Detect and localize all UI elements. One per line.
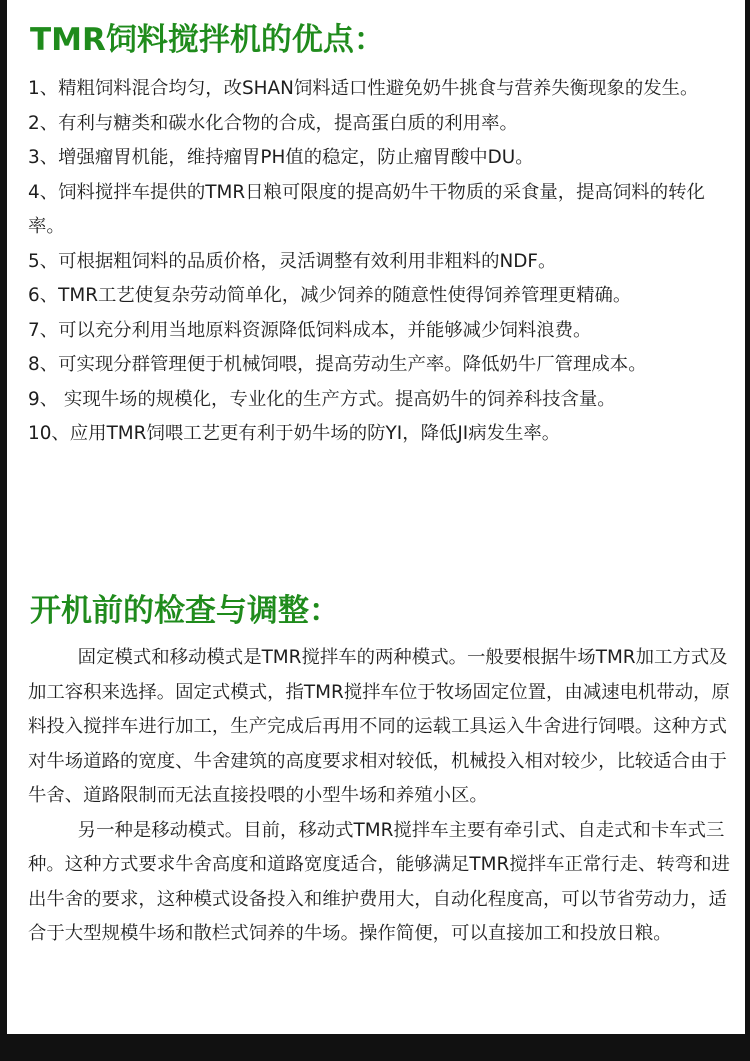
advantage-item-2: 2、有利与糖类和碳水化合物的合成，提高蛋白质的利用率。 bbox=[28, 112, 518, 134]
advantage-item-3: 3、增强瘤胃机能，维持瘤胃PH值的稳定，防止瘤胃酸中DU。 bbox=[28, 147, 534, 168]
advantages-list bbox=[28, 72, 736, 452]
advantage-item-8: 8、可实现分群管理便于机械饲喂，提高劳动生产率。降低奶牛厂管理成本。 bbox=[28, 354, 647, 375]
pre-start-check-body bbox=[28, 641, 736, 952]
advantage-item-9: 9、 实现牛场的规模化，专业化的生产方式。提高奶牛的饲养科技含量。 bbox=[28, 388, 616, 410]
advantage-item-10: 10、应用TMR饲喂工艺更有利于奶牛场的防YI，降低JI病发生率。 bbox=[28, 423, 561, 444]
document-page bbox=[7, 0, 745, 1034]
advantage-item-5: 5、可根据粗饲料的品质价格，灵活调整有效利用非粗料的NDF。 bbox=[28, 250, 557, 272]
advantage-item-1: 1、精粗饲料混合均匀，改SHAN饲料适口性避免奶牛挑食与营养失衡现象的发生。 bbox=[28, 78, 699, 99]
advantages-title: TMR饲料搅拌机的优点： bbox=[30, 22, 385, 58]
advantage-item-4: 4、饲料搅拌车提供的TMR日粮可限度的提高奶牛干物质的采食量，提高饲料的转化率。 bbox=[28, 181, 705, 237]
paragraph-fixed-mode: 固定模式和移动模式是TMR搅拌车的两种模式。一般要根据牛场TMR加工方式及加工容积来选择。固定式模式，指TMR搅拌车位于牧场固定位置，由减速电机带动，原料投入搅拌车进行加工，生产完成后再用不同的运载工具运入牛舍进行饲喂。这种方式对牛场道路的宽度、牛舍建筑的高度要求相对较低，机械投入相对较少，比较适合由于牛舍、道路限制而无法直接投喂的小型牛场和养殖小区。 bbox=[28, 647, 730, 806]
advantage-item-7: 7、可以充分利用当地原料资源降低饲料成本，并能够减少饲料浪费。 bbox=[28, 319, 592, 341]
advantage-item-6: 6、TMR工艺使复杂劳动简单化，减少饲养的随意性使得饲养管理更精确。 bbox=[28, 285, 632, 306]
pre-start-check-title: 开机前的检查与调整： bbox=[30, 593, 340, 629]
paragraph-mobile-mode: 另一种是移动模式。目前，移动式TMR搅拌车主要有牵引式、自走式和卡车式三种。这种方式要求牛舍高度和道路宽度适合，能够满足TMR搅拌车正常行走、转弯和进出牛舍的要求，这种模式设备投入和维护费用大，自动化程度高，可以节省劳动力，适合于大型规模牛场和散栏式饲养的牛场。操作简便，可以直接加工和投放日粮。 bbox=[28, 819, 730, 944]
